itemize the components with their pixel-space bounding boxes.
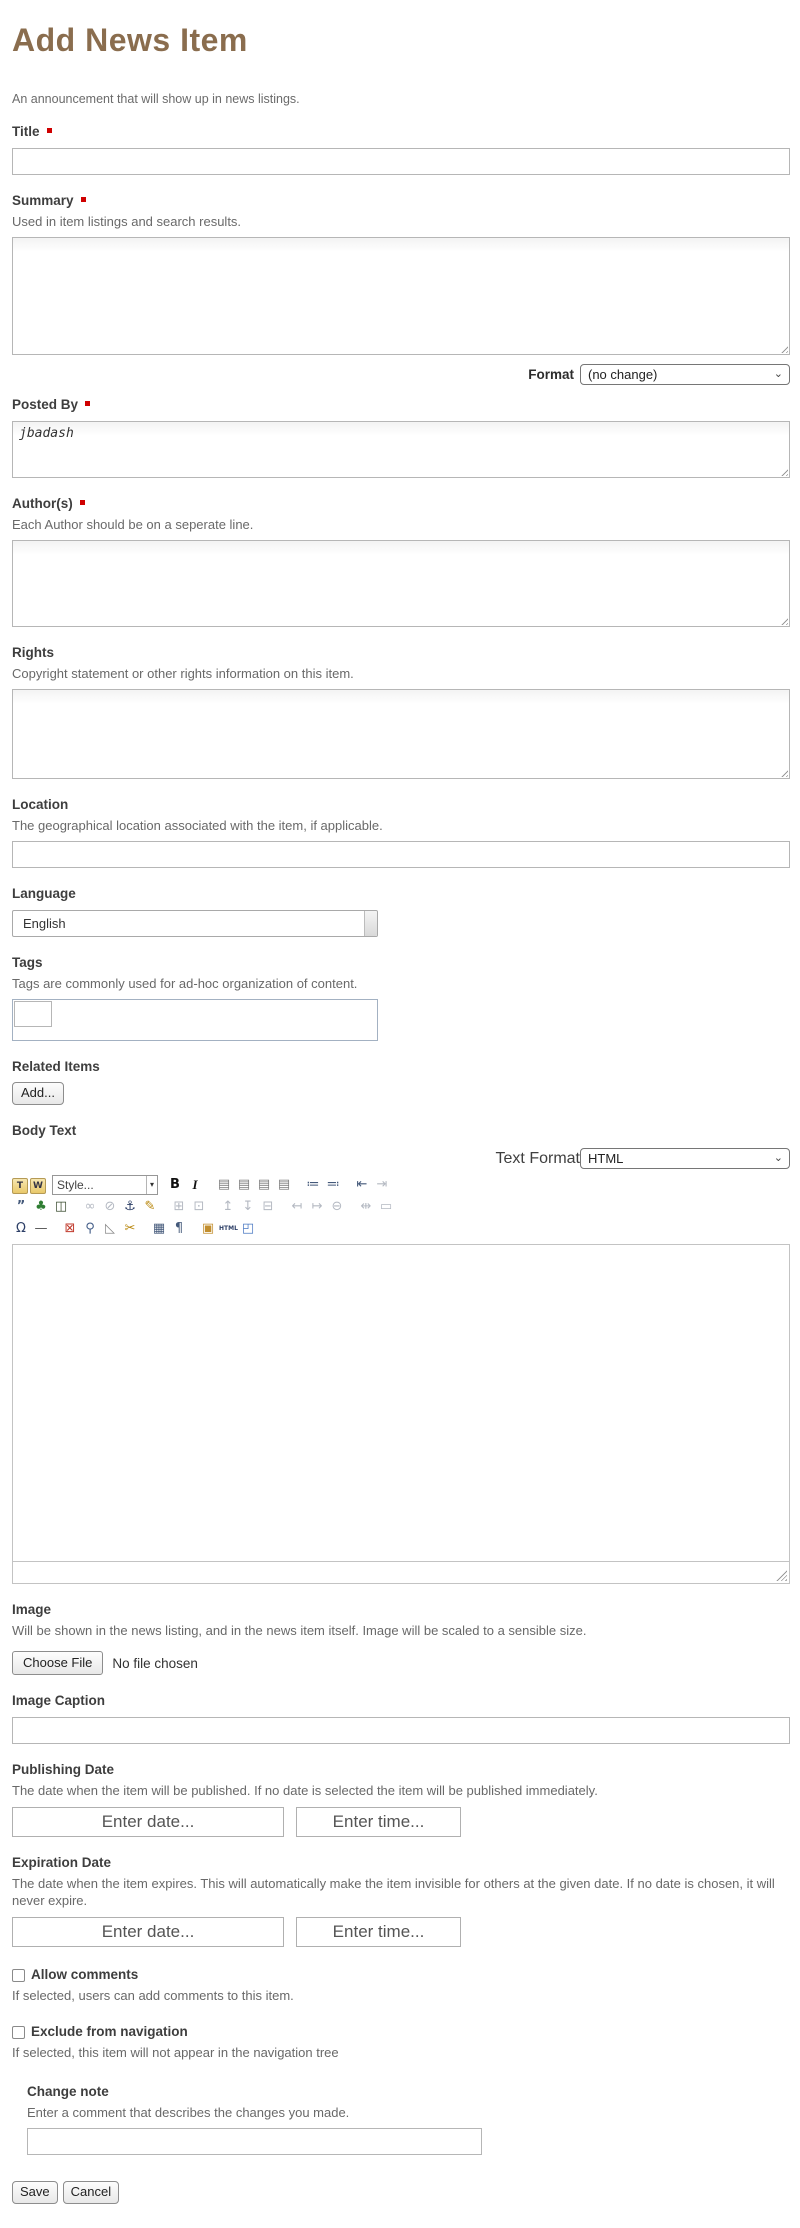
summary-format-select[interactable]: (no change) ⌄ — [580, 364, 790, 385]
indent-icon: ⇥ — [376, 1177, 388, 1192]
field-language — [12, 885, 790, 937]
exclude-from-navigation-checkbox[interactable] — [12, 2026, 25, 2039]
expiration-date-input[interactable] — [12, 1917, 284, 1947]
title-input[interactable] — [12, 148, 790, 175]
summary-help: Used in item listings and search results. — [12, 214, 242, 229]
posted-by-textarea[interactable] — [12, 421, 790, 478]
summary-label: Summary — [12, 193, 74, 208]
title-label: Title — [12, 124, 40, 139]
exclude-from-navigation-label: Exclude from navigation — [31, 2024, 188, 2039]
change-note-help: Enter a comment that describes the changes you made. — [27, 2105, 350, 2120]
save-button[interactable]: Save — [12, 2181, 58, 2204]
language-select[interactable]: English — [12, 910, 378, 937]
bold-icon[interactable]: B — [170, 1177, 180, 1192]
allow-comments-label: Allow comments — [31, 1967, 139, 1982]
html-source-icon[interactable]: HTML — [219, 1225, 238, 1232]
field-summary — [12, 192, 790, 385]
format-label: Format — [528, 367, 574, 382]
insert-row-before-icon: ↥ — [222, 1199, 234, 1214]
language-label: Language — [12, 886, 76, 901]
publishing-date-input[interactable] — [12, 1807, 284, 1837]
location-input[interactable] — [12, 841, 790, 868]
field-authors — [12, 495, 790, 627]
summary-textarea[interactable] — [12, 237, 790, 355]
field-location — [12, 796, 790, 868]
body-text-label: Body Text — [12, 1123, 77, 1138]
cleanup-icon[interactable]: ✂ — [124, 1221, 136, 1236]
field-body-text — [12, 1122, 790, 1584]
editor-toolbar-row-2 — [12, 1196, 790, 1218]
merge-cells-icon: ▭ — [379, 1199, 393, 1214]
allow-comments-checkbox[interactable] — [12, 1969, 25, 1982]
align-justify-icon[interactable]: ▤ — [277, 1177, 291, 1192]
image-caption-label: Image Caption — [12, 1693, 106, 1708]
publishing-time-input[interactable] — [296, 1807, 461, 1837]
editor-toolbar-row-1 — [12, 1174, 790, 1196]
image-caption-input[interactable] — [12, 1717, 790, 1744]
fullscreen-icon[interactable]: ◰ — [241, 1221, 255, 1236]
insert-col-before-icon: ↤ — [291, 1199, 303, 1214]
expiration-time-input[interactable] — [296, 1917, 461, 1947]
insert-col-after-icon: ↦ — [311, 1199, 323, 1214]
rights-help: Copyright statement or other rights information on this item. — [12, 666, 354, 681]
insert-row-after-icon: ↧ — [242, 1199, 254, 1214]
field-allow-comments — [12, 1966, 790, 2004]
field-exclude-from-navigation — [12, 2023, 790, 2061]
posted-by-label: Posted By — [12, 397, 79, 412]
paste-from-word-icon[interactable]: W — [30, 1178, 46, 1194]
image-help: Will be shown in the news listing, and in the news item itself. Image will be scaled to a sensible size. — [12, 1623, 587, 1638]
paste-as-text-icon[interactable]: T — [12, 1178, 28, 1194]
field-rights — [12, 644, 790, 779]
visual-chars-icon[interactable]: ¶ — [174, 1221, 184, 1236]
expiration-date-help: The date when the item expires. This will automatically make the item invisible for others at the given date. If no date is chosen, it will never expire. — [12, 1876, 775, 1908]
authors-label: Author(s) — [12, 496, 73, 511]
field-related-items — [12, 1058, 790, 1105]
split-cells-icon: ⇹ — [360, 1199, 372, 1214]
authors-textarea[interactable] — [12, 540, 790, 627]
page-break-icon[interactable]: ⊠ — [64, 1221, 76, 1236]
insert-table-grid-icon[interactable]: ▦ — [152, 1221, 166, 1236]
body-text-editor[interactable] — [12, 1244, 790, 1562]
location-help: The geographical location associated with the item, if applicable. — [12, 818, 383, 833]
page-title: Add News Item — [12, 22, 248, 58]
outdent-icon[interactable]: ⇤ — [356, 1177, 368, 1192]
allow-comments-help: If selected, users can add comments to this item. — [12, 1988, 294, 2003]
field-expiration-date — [12, 1854, 790, 1947]
field-publishing-date — [12, 1761, 790, 1837]
delete-col-icon: ⊖ — [331, 1199, 343, 1214]
find-replace-icon[interactable]: ⚲ — [85, 1221, 95, 1236]
align-right-icon[interactable]: ▤ — [257, 1177, 271, 1192]
insert-media-icon[interactable]: ◫ — [54, 1199, 68, 1214]
align-left-icon[interactable]: ▤ — [217, 1177, 231, 1192]
form-actions — [12, 2181, 790, 2204]
rights-textarea[interactable] — [12, 689, 790, 779]
form-description: An announcement that will show up in news listings. — [12, 92, 300, 106]
chevron-down-icon: ⌄ — [773, 1152, 783, 1164]
delete-row-icon: ⊟ — [262, 1199, 274, 1214]
tags-label: Tags — [12, 955, 43, 970]
authors-help: Each Author should be on a seperate line. — [12, 517, 254, 532]
chevron-down-icon: ⌄ — [773, 368, 783, 380]
special-char-icon[interactable]: Ω — [16, 1221, 26, 1236]
numbered-list-icon[interactable]: ≕ — [326, 1177, 340, 1192]
required-marker — [81, 197, 86, 202]
location-label: Location — [12, 797, 69, 812]
publishing-date-label: Publishing Date — [12, 1762, 115, 1777]
related-items-add-button[interactable]: Add... — [12, 1082, 64, 1105]
anchor-icon[interactable]: ⚓ — [124, 1199, 136, 1214]
link-icon: ∞ — [84, 1199, 96, 1214]
horizontal-rule-icon[interactable]: — — [34, 1221, 48, 1236]
field-title — [12, 123, 790, 175]
required-marker — [47, 128, 52, 133]
insert-image-icon[interactable]: ♣ — [35, 1199, 47, 1214]
image-label: Image — [12, 1602, 52, 1617]
text-format-select[interactable]: HTML ⌄ — [580, 1148, 790, 1169]
change-note-input[interactable] — [27, 2128, 482, 2155]
required-marker — [80, 500, 85, 505]
editor-toolbar-row-3 — [12, 1218, 790, 1240]
italic-icon[interactable]: I — [192, 1177, 198, 1192]
remove-format-icon[interactable]: ◺ — [105, 1221, 115, 1236]
bullet-list-icon[interactable]: ≔ — [306, 1177, 320, 1192]
publishing-date-help: The date when the item will be published. If no date is selected the item will be published immediately. — [12, 1783, 598, 1798]
field-image — [12, 1601, 790, 1675]
change-note-label: Change note — [27, 2084, 109, 2099]
template-icon[interactable]: ▣ — [201, 1221, 215, 1236]
style-dropdown[interactable] — [52, 1175, 158, 1195]
exclude-from-navigation-help: If selected, this item will not appear in the navigation tree — [12, 2045, 339, 2060]
tags-widget[interactable] — [12, 999, 378, 1041]
chevron-down-icon: ▾ — [146, 1176, 157, 1194]
align-center-icon[interactable]: ▤ — [237, 1177, 251, 1192]
editor-toolbar — [12, 1174, 790, 1240]
blockquote-icon[interactable]: ” — [16, 1199, 26, 1214]
cancel-button[interactable]: Cancel — [63, 2181, 119, 2204]
style-dropdown-value: Style... — [57, 1178, 94, 1192]
table-row-props-icon: ⊞ — [173, 1199, 185, 1214]
field-posted-by — [12, 396, 790, 478]
insert-table-icon[interactable]: ✎ — [144, 1199, 156, 1214]
rights-label: Rights — [12, 645, 54, 660]
field-image-caption — [12, 1692, 790, 1744]
choose-file-button[interactable]: Choose File — [12, 1651, 103, 1675]
field-change-note — [27, 2083, 790, 2155]
field-tags — [12, 954, 790, 1041]
table-cell-props-icon: ⊡ — [193, 1199, 205, 1214]
select-dropdown-cap-icon — [364, 911, 377, 936]
file-status-text: No file chosen — [112, 1655, 198, 1671]
editor-statusbar[interactable] — [12, 1562, 790, 1584]
text-format-label: Text Format — [495, 1149, 580, 1167]
tags-help: Tags are commonly used for ad-hoc organization of content. — [12, 976, 358, 991]
unlink-icon: ⊘ — [104, 1199, 116, 1214]
expiration-date-label: Expiration Date — [12, 1855, 112, 1870]
required-marker — [85, 401, 90, 406]
tags-input[interactable] — [14, 1001, 52, 1027]
related-items-label: Related Items — [12, 1059, 100, 1074]
